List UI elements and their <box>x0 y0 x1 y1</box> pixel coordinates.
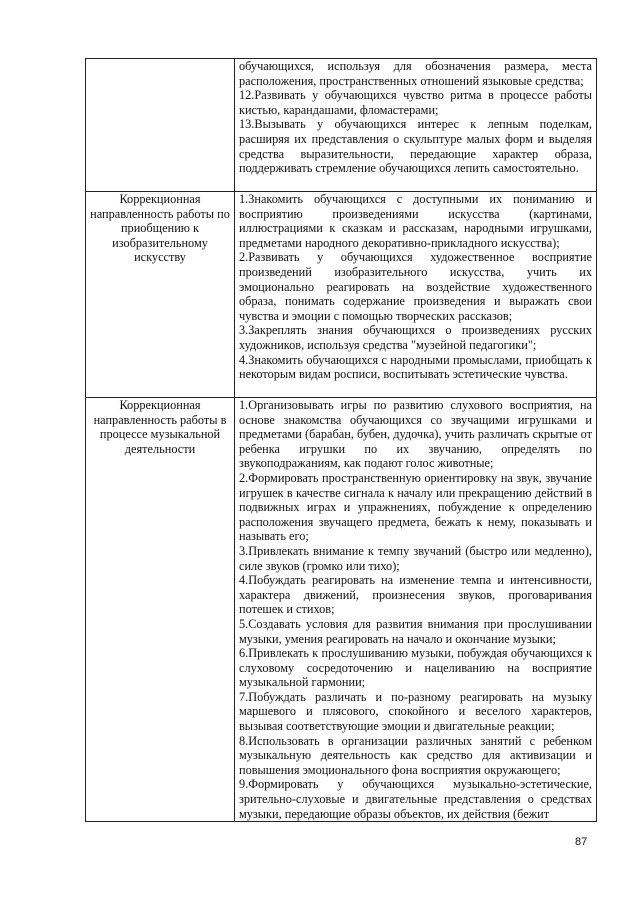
list-item: 9.Формировать у обучающихся музыкально-эстетические, зрительно-слуховые и двигательные представления о средствах музыки, передающие образы объектов, их действия (бежит <box>239 777 592 821</box>
list-item: 13.Вызывать у обучающихся интерес к лепным поделкам, расширяя их представления о скульптуре малых форм и выделяя средства выразительности, передающие характер образа, поддерживать стремление обучающихся лепить самостоятельно. <box>239 117 592 176</box>
list-item: 3.Привлекать внимание к темпу звучаний (быстро или медленно), силе звуков (громко или тихо); <box>239 543 592 573</box>
section-label: Коррекционная направленность работы по приобщению к изобразительному искусству <box>86 192 235 398</box>
table-row <box>86 398 597 822</box>
list-item: 4.Побуждать реагировать на изменение темпа и интенсивности, характера движений, произнесения звуков, проговаривания потешек и стихов; <box>239 573 592 617</box>
list-item: 1.Организовывать игры по развитию слухового восприятия, на основе знакомства обучающихся со звучащими игрушками и предметами (барабан, бубен, дудочка), учить различать скрытые от ребенка игрушки по их звучанию, определять по звукоподражаниям, как подают голос животные; <box>239 398 592 471</box>
section-content <box>235 192 597 398</box>
content-table <box>85 58 597 822</box>
list-item: обучающихся, используя для обозначения размера, места расположения, пространственных отношений языковые средства; <box>239 59 592 88</box>
list-item: 8.Использовать в организации различных занятий с ребенком музыкальную деятельность как средство для активизации и повышения эмоционального фона восприятия окружающего; <box>239 733 592 777</box>
list-item: 12.Развивать у обучающихся чувство ритма в процессе работы кистью, карандашами, фломастерами; <box>239 88 592 117</box>
section-content <box>235 59 597 192</box>
list-item: 1.Знакомить обучающихся с доступными их пониманию и восприятию произведениями искусства (картинами, иллюстрациями к сказкам и рассказам, народными игрушками, предметами народного декоративно-прикладного искусства); <box>239 192 592 250</box>
section-content <box>235 398 597 822</box>
list-item: 2.Развивать у обучающихся художественное восприятие произведений изобразительного искусства, учить их эмоционально реагировать на воздействие художественного образа, понимать содержание произведения и выражать свои чувства и эмоции с помощью творческих рассказов; <box>239 250 592 323</box>
section-label <box>86 59 235 192</box>
list-item: 5.Создавать условия для развития внимания при прослушивании музыки, умения реагировать на начало и окончание музыки; <box>239 616 592 646</box>
table-row <box>86 192 597 398</box>
list-item: 2.Формировать пространственную ориентировку на звук, звучание игрушек в качестве сигнала к началу или прекращению действий в подвижных играх и упражнениях, побуждение к определению расположения звучащего предмета, бежать к нему, показывать и называть его; <box>239 470 592 544</box>
list-item: 4.Знакомить обучающихся с народными промыслами, приобщать к некоторым видам росписи, воспитывать эстетические чувства. <box>239 352 592 382</box>
page-number: 87 <box>575 836 588 848</box>
list-item: 7.Побуждать различать и по-разному реагировать на музыку маршевого и плясового, спокойного и веселого характеров, вызывая соответствующие эмоции и двигательные реакции; <box>239 689 592 734</box>
list-item: 3.Закреплять знания обучающихся о произведениях русских художников, используя средства "музейной педагогики"; <box>239 323 592 352</box>
table-row <box>86 59 597 192</box>
section-label: Коррекционная направленность работы в процессе музыкальной деятельности <box>86 398 235 822</box>
list-item: 6.Привлекать к прослушиванию музыки, побуждая обучающихся к слуховому сосредоточению и нацеливанию на восприятие музыкальной гармонии; <box>239 646 592 690</box>
